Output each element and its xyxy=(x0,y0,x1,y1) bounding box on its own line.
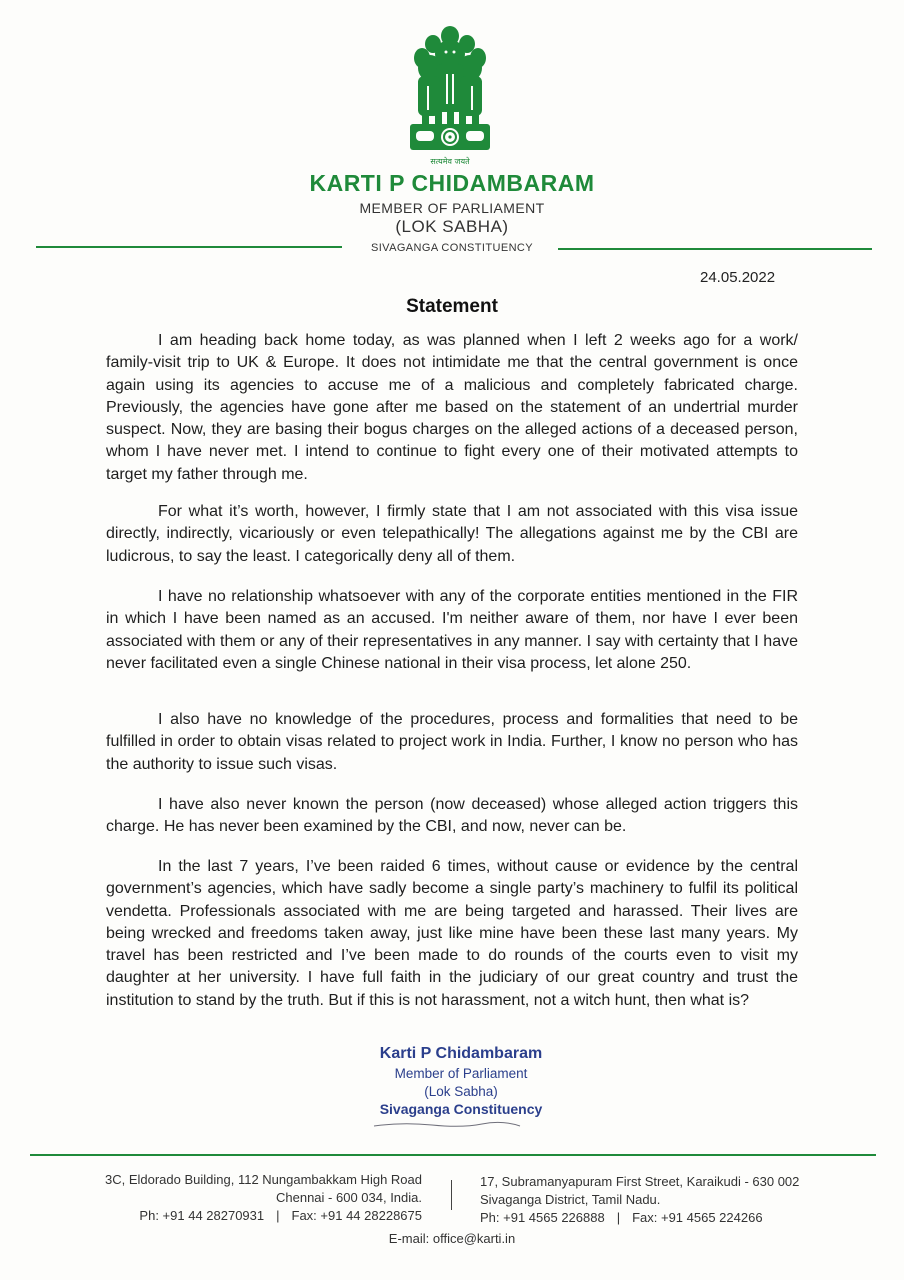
footer-right-phone: Ph: +91 4565 226888 xyxy=(480,1210,605,1225)
paragraph-4: I also have no knowledge of the procedures, process and formalities that need to be fulfilled in order to obtain visas related to project work in India. Further, I know no person who has the authority to issue such visas. xyxy=(106,711,798,773)
footer-divider xyxy=(451,1180,452,1210)
footer-left-contact xyxy=(40,1207,422,1225)
footer-right-fax: Fax: +91 4565 224266 xyxy=(632,1210,763,1225)
footer-right-line1: 17, Subramanyapuram First Street, Karaikudi - 630 002 xyxy=(480,1174,800,1189)
letterhead-house: (LOK SABHA) xyxy=(395,217,509,236)
footer-email: E-mail: office@karti.in xyxy=(388,1231,516,1246)
statement-heading: Statement xyxy=(406,296,498,317)
state-emblem-icon xyxy=(402,24,498,170)
paragraph-6: In the last 7 years, I’ve been raided 6 times, without cause or evidence by the central government’s agencies, which have sadly become a single party’s machinery to fulfil its political vendetta. Professionals associated with me are being targeted and harassed. Their lives are being wrecked and freedoms taken away, just like mine have been these last many years. My travel has been restricted and I’ve been made to do rounds of the courts even to visit my daughter at her university. I have full faith in the judiciary of our great country and trust the institution to stand by the truth. But if this is not harassment, not a witch hunt, then what is? xyxy=(106,858,798,1009)
footer-right-separator: | xyxy=(616,1210,621,1225)
letterhead-constituency: SIVAGANGA CONSTITUENCY xyxy=(370,242,533,254)
paragraph-5: I have also never known the person (now deceased) whose alleged action triggers this charge. He has never been examined by the CBI, and now, never can be. xyxy=(106,796,798,836)
signature-constituency: Sivaganga Constituency xyxy=(379,1101,543,1117)
footer-left-separator: | xyxy=(276,1208,280,1223)
paragraph-1: I am heading back home today, as was planned when I left 2 weeks ago for a work/ family-visit trip to UK & Europe. It does not intimidate me that the central government is once again using its agencies to accuse me of a malicious and completely fabricated charge. Previously, the agencies have gone after me based on the statement of an undertrial murder suspect. Now, they are basing their bogus charges on the alleged actions of a deceased person, whom I have never met. I intend to continue to fight every one of their motivated attempts to target my father through me. xyxy=(106,332,798,483)
signature-stroke xyxy=(372,1120,522,1130)
footer-left-line1: 3C, Eldorado Building, 112 Nungambakkam High Road xyxy=(104,1172,422,1187)
letterhead-title: MEMBER OF PARLIAMENT xyxy=(359,200,545,216)
letterhead-name: KARTI P CHIDAMBARAM xyxy=(309,170,595,196)
signature-house: (Lok Sabha) xyxy=(424,1084,498,1099)
paragraph-3: I have no relationship whatsoever with any of the corporate entities mentioned in the FIR in which I have been named as an accused. I'm neither aware of them, nor have I ever been associated with them or any of their representatives in any manner. I say with certainty that I have never facilitated even a single Chinese national in their visa process, let alone 250. xyxy=(106,588,798,672)
paragraph-2: For what it’s worth, however, I firmly state that I am not associated with this visa issue directly, indirectly, vicariously or even telepathically! The allegations against me by the CBI are ludicrous, to say the least. I categorically deny all of them. xyxy=(106,503,798,565)
letterhead-rule-right xyxy=(558,248,872,250)
footer-left-line2: Chennai - 600 034, India. xyxy=(276,1190,422,1205)
statement-date: 24.05.2022 xyxy=(700,269,776,286)
footer-left-phone: Ph: +91 44 28270931 xyxy=(139,1208,265,1223)
footer-right-contact xyxy=(480,1209,880,1227)
signature-name: Karti P Chidambaram xyxy=(379,1045,543,1062)
svg-text:सत्यमेव जयते: सत्यमेव जयते xyxy=(430,157,470,166)
footer-address-karaikudi xyxy=(480,1173,880,1227)
footer-left-fax: Fax: +91 44 28228675 xyxy=(291,1208,422,1223)
footer-address-chennai xyxy=(40,1171,422,1225)
footer-rule xyxy=(30,1154,876,1156)
signature-title: Member of Parliament xyxy=(394,1066,528,1081)
footer-right-line2: Sivaganga District, Tamil Nadu. xyxy=(480,1192,661,1207)
